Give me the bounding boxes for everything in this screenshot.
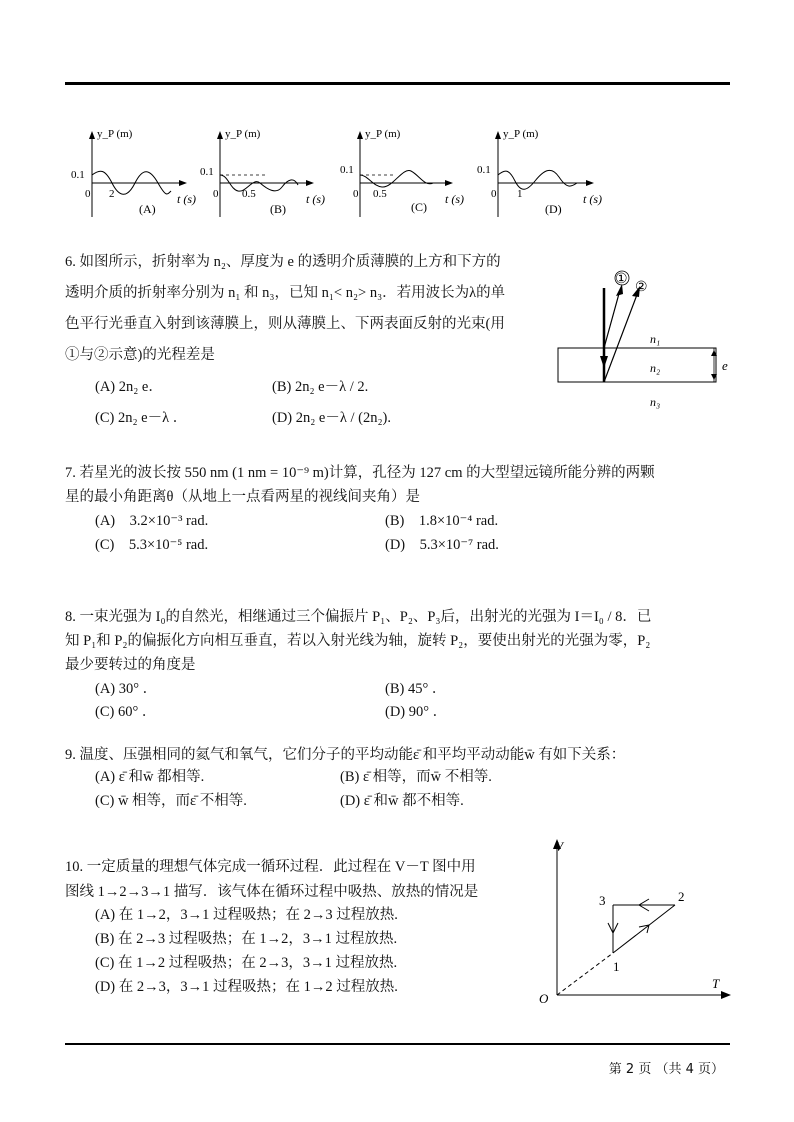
graph-row (65, 125, 625, 220)
graph-label: (D) (545, 202, 562, 216)
q8-option-b: (B) 45° ． (385, 681, 447, 697)
graph-c (333, 125, 473, 220)
page-number: 第 2 页 （共 4 页） (608, 1062, 724, 1077)
q6-line: 透明介质的折射率分别为 n₁ 和 n₃，已知 n₁< n₂> n₃．若用波长为λ的单 (65, 285, 506, 301)
t-axis-label: T (712, 976, 720, 991)
point-1-label: 1 (613, 959, 620, 974)
q8-option-d: (D) 90° ． (385, 704, 448, 720)
q6-film-diagram (552, 268, 742, 418)
q7-option-b: (B) 1.8×10⁻⁴ rad. (385, 513, 499, 529)
n1-label: n₁ (650, 332, 661, 346)
n2-label: n₂ (650, 361, 661, 375)
graph-tick: 0.5 (373, 188, 387, 200)
point-3-label: 3 (599, 893, 606, 908)
point-2-label: 2 (678, 889, 685, 904)
graph-ylabel: y_P (m) (365, 128, 401, 140)
q8-line: 8. 一束光强为 I₀的自然光，相继通过三个偏振片 P₁、P₂、P₃后，出射光的光强为 I＝I₀ / 8．已 (65, 609, 652, 625)
graph-tlabel: t (s) (445, 192, 464, 206)
graph-origin: 0 (353, 188, 359, 200)
v-axis-label: V (555, 839, 563, 854)
graph-tlabel: t (s) (177, 192, 196, 206)
q10-option-c: (C) 在 1→2 过程吸热；在 2→3，3→1 过程放热. (95, 955, 398, 971)
q9-option-c: (C) w̄ 相等，而ε̄ 不相等. (95, 793, 247, 809)
graph-label: (C) (411, 200, 427, 214)
graph-a (65, 125, 205, 220)
ray1-label: ① (615, 272, 628, 287)
graph-origin: 0 (491, 188, 497, 200)
q10-line: 10. 一定质量的理想气体完成一循环过程．此过程在 V－T 图中用 (65, 859, 476, 875)
graph-tick: 0.5 (242, 188, 256, 200)
graph-label: (A) (139, 202, 156, 216)
graph-b (198, 125, 338, 220)
n3-label: n₃ (650, 395, 661, 409)
graph-ylabel: y_P (m) (225, 128, 261, 140)
q7-option-d: (D) 5.3×10⁻⁷ rad. (385, 537, 499, 553)
q8-option-c: (C) 60° ． (95, 704, 157, 720)
graph-tick: 2 (109, 188, 115, 200)
q7-option-c: (C) 5.3×10⁻⁵ rad. (95, 537, 209, 553)
q6-option-a: (A) 2n₂ e． (95, 379, 163, 395)
q9-option-b: (B) ε̄ 相等，而w̄ 不相等. (340, 769, 492, 785)
q8-option-a: (A) 30° ． (95, 681, 158, 697)
q9-option-d: (D) ε̄ 和w̄ 都不相等. (340, 793, 464, 809)
q7-option-a: (A) 3.2×10⁻³ rad. (95, 513, 209, 529)
q10-vt-diagram (535, 835, 735, 1010)
q10-option-d: (D) 在 2→3，3→1 过程吸热；在 1→2 过程放热. (95, 979, 398, 995)
graph-label: (B) (270, 202, 286, 216)
q6-line: 色平行光垂直入射到该薄膜上，则从薄膜上、下两表面反射的光束(用 (65, 316, 505, 332)
q6-option-d: (D) 2n₂ e－λ / (2n₂). (272, 410, 392, 426)
q6-line: 6. 如图所示，折射率为 n₂、厚度为 e 的透明介质薄膜的上方和下方的 (65, 254, 501, 270)
graph-origin: 0 (213, 188, 219, 200)
q9-line: 9. 温度、压强相同的氦气和氧气，它们分子的平均动能ε̄ 和平均平动动能w̄ 有如下关系： (65, 747, 626, 763)
q7-line: 星的最小角距离θ（从地上一点看两星的视线间夹角）是 (65, 489, 420, 505)
q10-option-b: (B) 在 2→3 过程吸热；在 1→2，3→1 过程放热. (95, 931, 398, 947)
q10-option-a: (A) 在 1→2，3→1 过程吸热；在 2→3 过程放热. (95, 907, 398, 923)
graph-ylabel: y_P (m) (97, 128, 133, 140)
graph-amp: 0.1 (340, 164, 354, 176)
graph-tlabel: t (s) (583, 192, 602, 206)
header-rule (65, 82, 730, 85)
graph-d (465, 125, 615, 220)
q8-line: 最少要转过的角度是 (65, 657, 196, 673)
footer-rule (65, 1043, 730, 1045)
graph-tlabel: t (s) (306, 192, 325, 206)
q7-line: 7. 若星光的波长按 550 nm (1 nm = 10⁻⁹ m)计算，孔径为 127 cm 的大型望远镜所能分辨的两颗 (65, 465, 655, 481)
q9-option-a: (A) ε̄ 和w̄ 都相等. (95, 769, 205, 785)
graph-tick: 1 (517, 188, 523, 200)
e-label: e (722, 358, 728, 373)
q6-option-b: (B) 2n₂ e－λ / 2. (272, 379, 369, 395)
q6-option-c: (C) 2n₂ e－λ ． (95, 410, 188, 426)
ray2-label: ② (635, 280, 648, 295)
q8-line: 知 P₁和 P₂的偏振化方向相互垂直，若以入射光线为轴，旋转 P₂，要使出射光的光强为零，P₂ (65, 633, 651, 649)
origin-label: O (539, 991, 549, 1006)
graph-amp: 0.1 (477, 164, 491, 176)
q10-line: 图线 1→2→3→1 描写．该气体在循环过程中吸热、放热的情况是 (65, 884, 479, 900)
q6-line: ①与②示意)的光程差是 (65, 347, 215, 363)
graph-ylabel: y_P (m) (503, 128, 539, 140)
graph-origin: 0 (85, 188, 91, 200)
graph-amp: 0.1 (200, 166, 214, 178)
graph-amp: 0.1 (71, 169, 85, 181)
